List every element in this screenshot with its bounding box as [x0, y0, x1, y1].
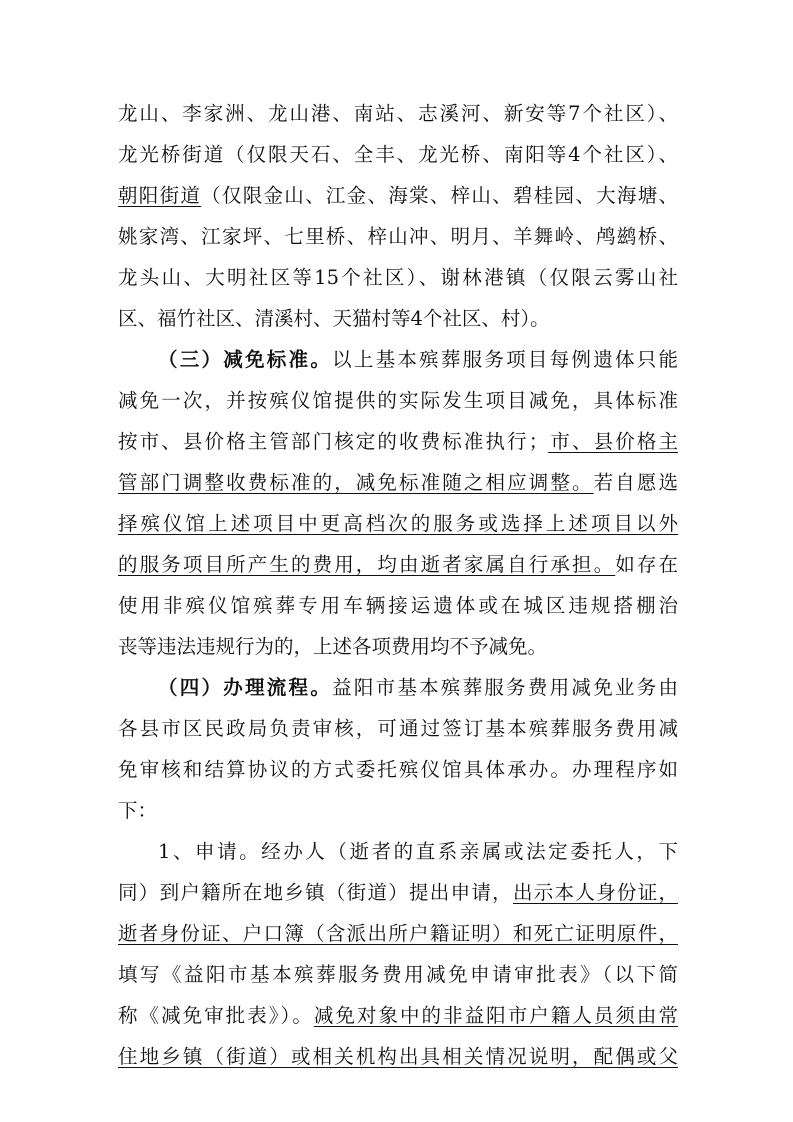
underlined-text: 市、县价格主	[548, 430, 678, 453]
text-line: 1、申请。经办人（逝者的直系亲属或法定委托人，下	[158, 840, 678, 863]
text-line: 姚家湾、江家坪、七里桥、梓山冲、明月、羊舞岭、鸬鹚桥、	[118, 225, 678, 248]
text-line: 称《减免审批表》）。减免对象中的非益阳市户籍人员须由常	[118, 1004, 678, 1027]
underlined-text: 出示本人身份证，	[512, 881, 678, 904]
section-heading: （四）办理流程。	[158, 676, 333, 699]
text-line	[118, 510, 678, 538]
text-line	[118, 1043, 678, 1071]
underlined-text: 减免对象中的非益阳市户籍人员须由常	[313, 1004, 678, 1027]
section-heading: （三）减免标准。	[158, 348, 333, 371]
underlined-text: 管部门调整收费标准的，减免标准随之相应调整。	[118, 471, 594, 494]
underlined-text: 的服务项目所产生的费用，均由逝者家属自行承担。	[118, 553, 616, 576]
text-line: 免审核和结算协议的方式委托殡仪馆具体承办。办理程序如	[118, 758, 678, 781]
text-line: （四）办理流程。益阳市基本殡葬服务费用减免业务由	[158, 676, 678, 699]
underlined-text: 朝阳街道	[118, 184, 202, 207]
text-line: 龙头山、大明社区等15个社区）、谢林港镇（仅限云雾山社	[118, 266, 678, 289]
text-line: 丧等违法违规行为的，上述各项费用均不予减免。	[118, 635, 548, 658]
underlined-text: 逝者身份证、户口簿（含派出所户籍证明）和死亡证明原件，	[118, 922, 678, 945]
text-line: （三）减免标准。以上基本殡葬服务项目每例遗体只能	[158, 348, 678, 371]
text-line: 按市、县价格主管部门核定的收费标准执行；市、县价格主	[118, 430, 678, 453]
text-line: 区、福竹社区、清溪村、天猫村等4个社区、村）。	[118, 307, 550, 330]
text-line: 填写《益阳市基本殡葬服务费用减免申请审批表》（以下简	[118, 963, 678, 986]
text-line: 减免一次，并按殡仪馆提供的实际发生项目减免，具体标准	[118, 389, 678, 412]
underlined-text: 住地乡镇（街道）或相关机构出具相关情况说明，配偶或父	[118, 1045, 678, 1068]
text-line: 的服务项目所产生的费用，均由逝者家属自行承担。如存在	[118, 553, 678, 576]
text-line	[118, 920, 678, 948]
underlined-text: 择殡仪馆上述项目中更高档次的服务或选择上述项目以外	[118, 512, 678, 535]
text-line: 同）到户籍所在地乡镇（街道）提出申请，出示本人身份证，	[118, 881, 678, 904]
text-line: 管部门调整收费标准的，减免标准随之相应调整。若自愿选	[118, 471, 678, 494]
text-line: 龙光桥街道（仅限天石、全丰、龙光桥、南阳等4个社区）、	[118, 143, 678, 166]
text-line: 使用非殡仪馆殡葬专用车辆接运遗体或在城区违规搭棚治	[118, 594, 678, 617]
text-line: 龙山、李家洲、龙山港、南站、志溪河、新安等7个社区）、	[118, 102, 678, 125]
text-line: 下：	[118, 799, 158, 822]
text-line: 各县市区民政局负责审核，可通过签订基本殡葬服务费用减	[118, 717, 678, 740]
text-line: 朝阳街道（仅限金山、江金、海棠、梓山、碧桂园、大海塘、	[118, 184, 678, 207]
